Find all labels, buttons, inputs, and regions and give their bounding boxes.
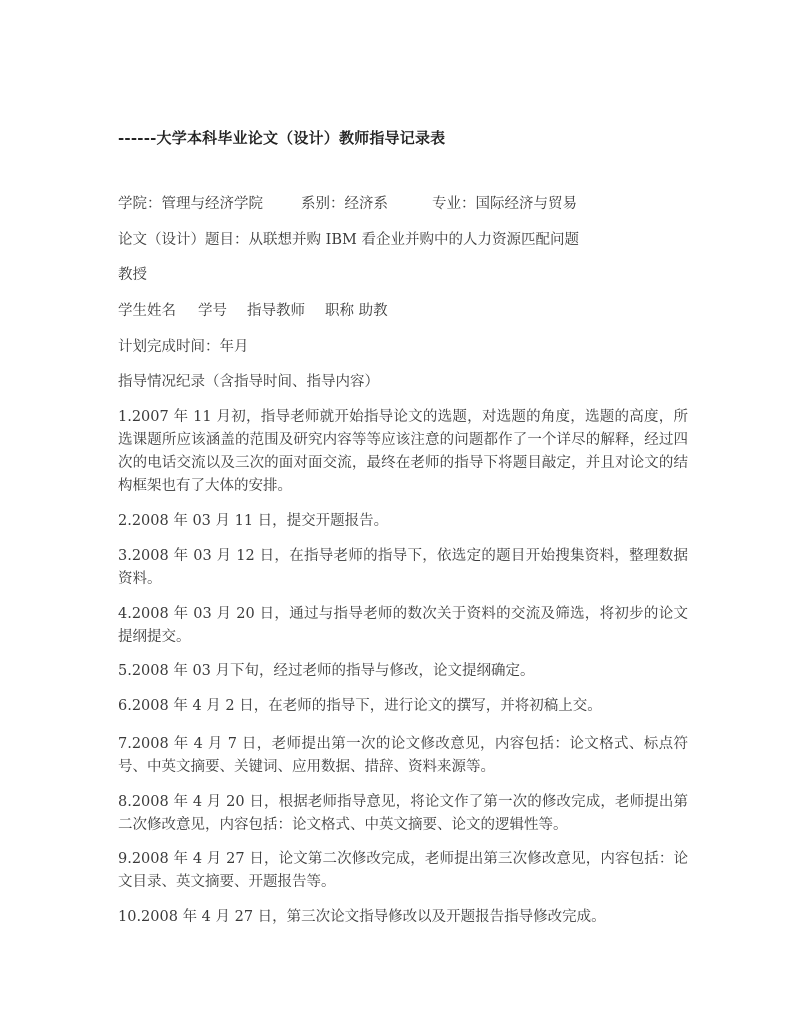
student-id-label: 学号 [198, 303, 227, 319]
plan-time: 计划完成时间：年月 [118, 339, 249, 355]
college-info-row [118, 193, 577, 216]
record-entry: 2.2008 年 03 月 11 日，提交开题报告。 [118, 513, 389, 529]
record-entry: 8.2008 年 4 月 20 日，根据老师指导意见，将论文作了第一次的修改完成，老师提出第二次修改意见，内容包括：论文格式、中英文摘要、论文的逻辑性等。 [118, 794, 688, 833]
student-info-row [118, 300, 388, 323]
major-label: 专业：国际经济与贸易 [432, 196, 577, 212]
thesis-topic: 论文（设计）题目：从联想并购 IBM 看企业并购中的人力资源匹配问题 [118, 232, 579, 248]
advisor-label: 指导教师 [247, 303, 305, 319]
document-title: ------大学本科毕业论文（设计）教师指导记录表 [118, 129, 446, 147]
college-label: 学院：管理与经济学院 [118, 196, 263, 212]
record-heading: 指导情况纪录（含指导时间、指导内容） [118, 374, 379, 390]
title-line: 教授 [118, 267, 147, 283]
record-entry: 9.2008 年 4 月 27 日，论文第二次修改完成，老师提出第三次修改意见，内容包括：论文目录、英文摘要、开题报告等。 [118, 851, 688, 890]
rank-label: 职称 助教 [325, 303, 388, 319]
record-entry: 10.2008 年 4 月 27 日，第三次论文指导修改以及开题报告指导修改完成。 [118, 909, 606, 925]
record-entry: 7.2008 年 4 月 7 日，老师提出第一次的论文修改意见，内容包括：论文格式、标点符号、中英文摘要、关键词、应用数据、措辞、资料来源等。 [118, 736, 688, 775]
record-entry: 6.2008 年 4 月 2 日，在老师的指导下，进行论文的撰写，并将初稿上交。 [118, 698, 602, 714]
record-entry: 1.2007 年 11 月初，指导老师就开始指导论文的选题，对选题的角度，选题的高度，所选课题所应该涵盖的范围及研究内容等等应该注意的问题都作了一个详尽的解释，经过四次的电话交流以及三次的面对面交流，最终在老师的指导下将题目敲定，并且对论文的结构框架也有了大体的安排。 [118, 409, 688, 494]
student-name-label: 学生姓名 [118, 303, 176, 319]
record-entry: 4.2008 年 03 月 20 日，通过与指导老师的数次关于资料的交流及筛选，将初步的论文提纲提交。 [118, 606, 688, 645]
record-entry: 3.2008 年 03 月 12 日，在指导老师的指导下，依选定的题目开始搜集资料，整理数据资料。 [118, 548, 688, 587]
department-label: 系别：经济系 [301, 196, 388, 212]
record-entry: 5.2008 年 03 月下旬，经过老师的指导与修改，论文提纲确定。 [118, 663, 535, 679]
